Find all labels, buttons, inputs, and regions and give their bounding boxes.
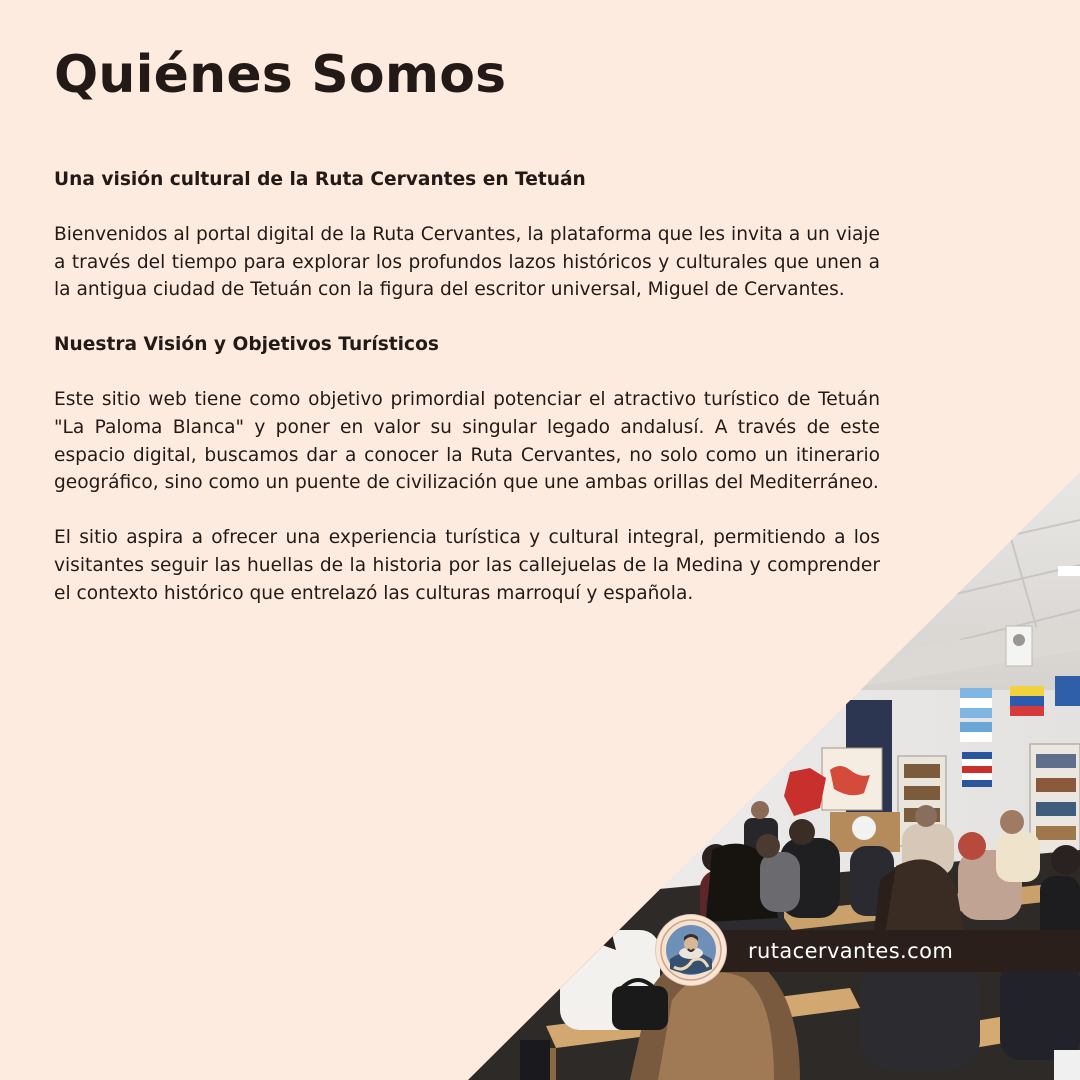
- about-content: [54, 166, 880, 635]
- section-heading-cultural-vision: Una visión cultural de la Ruta Cervantes en Tetuán: [54, 169, 586, 190]
- website-brand-bar: [690, 930, 1080, 972]
- cervantes-portrait-logo-icon: [656, 915, 726, 985]
- website-url[interactable]: rutacervantes.com: [748, 939, 954, 963]
- welcome-paragraph: Bienvenidos al portal digital de la Ruta Cervantes, la plataforma que les invita a un viaje a través del tiempo para explorar los profundos lazos históricos y culturales que unen a la antigua ciudad de Tetuán con la figura del escritor universal, Miguel de Cervantes.: [54, 223, 880, 301]
- section-heading-tourism-goals: Nuestra Visión y Objetivos Turísticos: [54, 334, 439, 356]
- page-title: Quiénes Somos: [54, 45, 507, 105]
- objectives-paragraph: Este sitio web tiene como objetivo primordial potenciar el atractivo turístico de Tetuán "La Paloma Blanca" y poner en valor su singular legado andalusí. A través de este espacio digital, buscamos dar a conocer la Ruta Cervantes, no solo como un itinerario geográfico, sino como un puente de civilización que une ambas orillas del Mediterráneo.: [54, 388, 880, 494]
- experience-paragraph: El sitio aspira a ofrecer una experiencia turística y cultural integral, permitiendo a los visitantes seguir las huellas de la historia por las callejuelas de la Medina y comprender el contexto histórico que entrelazó las culturas marroquí y española.: [54, 527, 880, 604]
